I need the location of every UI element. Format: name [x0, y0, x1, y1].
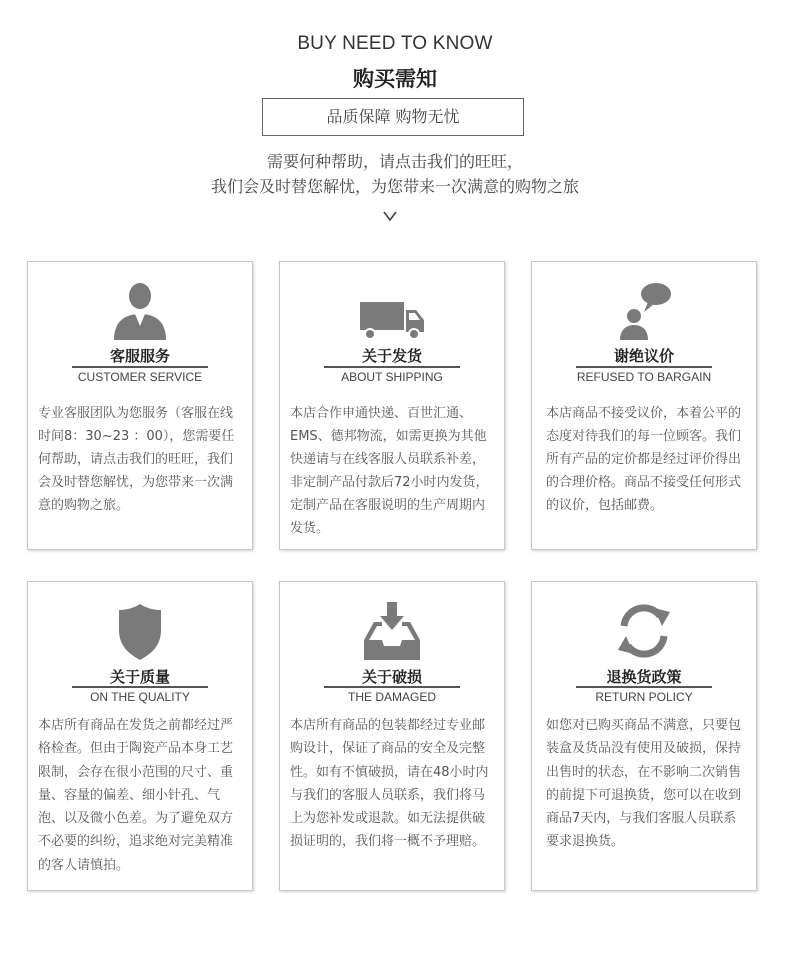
card-the-damaged	[279, 581, 505, 891]
card-body: 如您对已购买商品不满意，只要包装盒及货品没有使用及破损，保持出售时的状态，在不影响二次销售的前提下可退换货，您可以在收到商品7天内，与我们客服人员联系要求退换货。	[546, 718, 742, 850]
customer-service-person-icon	[108, 280, 172, 342]
speech-bubble-person-icon	[612, 280, 676, 342]
chevron-down-icon	[380, 206, 400, 226]
title-english: BUY NEED TO KNOW	[297, 33, 493, 54]
card-subtitle: RETURN POLICY	[595, 690, 693, 704]
card-subtitle: REFUSED TO BARGAIN	[576, 370, 712, 384]
card-title: 退换货政策	[606, 668, 682, 686]
card-title: 谢绝议价	[613, 347, 674, 365]
card-on-the-quality	[27, 581, 253, 891]
card-title: 关于发货	[361, 347, 422, 365]
card-about-shipping	[279, 261, 505, 550]
card-title: 关于破损	[361, 668, 422, 686]
card-subtitle: ON THE QUALITY	[90, 690, 190, 704]
card-subtitle: ABOUT SHIPPING	[341, 370, 443, 384]
title-divider	[72, 366, 208, 368]
card-title: 关于质量	[109, 668, 170, 686]
card-body: 本店商品不接受议价，本着公平的态度对待我们的每一位顾客。我们所有产品的定价都是经过评价得出的合理价格。商品不接受任何形式的议价，包括邮费。	[546, 406, 742, 513]
title-divider	[72, 686, 208, 688]
card-refused-to-bargain	[531, 261, 757, 550]
card-body: 专业客服团队为您服务（客服在线时间8：30~23 ：00），您需要任何帮助，请点击我们的旺旺，我们会及时替您解忧，为您带来一次满意的购物之旅。	[38, 406, 235, 513]
intro-line-2: 我们会及时替您解忧，为您带来一次满意的购物之旅	[210, 177, 579, 196]
intro-line-1: 需要何种帮助，请点击我们的旺旺，	[266, 152, 523, 171]
title-divider	[324, 686, 460, 688]
title-chinese: 购买需知	[353, 67, 437, 91]
card-title: 客服服务	[109, 347, 170, 365]
card-customer-service	[27, 261, 253, 550]
refresh-arrows-icon	[612, 600, 676, 662]
title-divider	[576, 366, 712, 368]
card-body: 本店所有商品的包装都经过专业邮购设计，保证了商品的安全及完整性。如有不慎破损，请在48小时内与我们的客服人员联系，我们将马上为您补发或退款。如无法提供破损证明的，我们将一概不予理赔。	[290, 718, 489, 850]
card-body: 本店合作申通快递、百世汇通、EMS、德邦物流，如需更换为其他快递请与在线客服人员联系补差，非定制产品付款后72小时内发货，定制产品在客服说明的生产周期内发货。	[290, 406, 489, 536]
shield-icon	[115, 600, 165, 662]
tagline-box: 品质保障 购物无忧	[262, 98, 524, 136]
title-divider	[576, 686, 712, 688]
card-subtitle: CUSTOMER SERVICE	[77, 370, 203, 384]
title-divider	[324, 366, 460, 368]
delivery-truck-icon	[356, 280, 428, 342]
card-body: 本店所有商品在发货之前都经过严格检查。但由于陶瓷产品本身工艺限制，会存在很小范围的尺寸、重量、容量的偏差、细小针孔、气泡、以及微小色差。为了避免双方不必要的纠纷，追求绝对完美精准的客人请慎拍。	[38, 718, 234, 873]
inbox-download-icon	[360, 600, 424, 662]
card-return-policy	[531, 581, 757, 891]
card-subtitle: THE DAMAGED	[347, 690, 436, 704]
